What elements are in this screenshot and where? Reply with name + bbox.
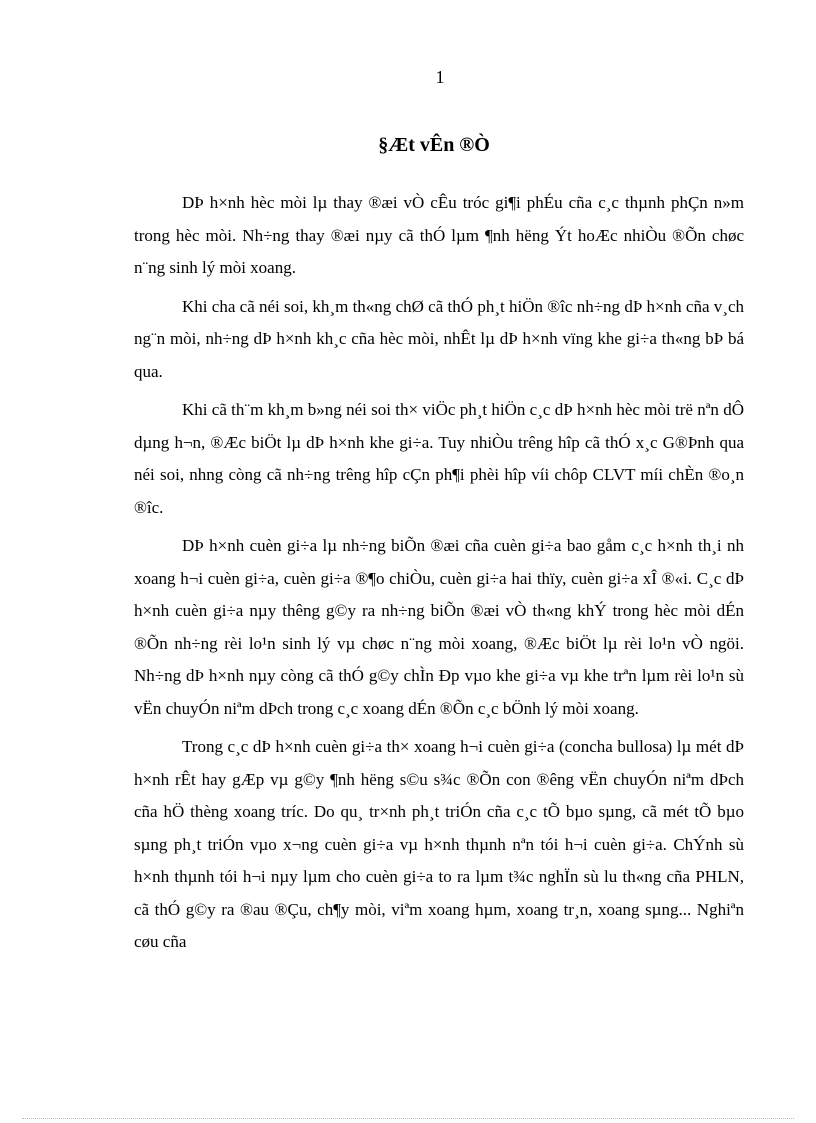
paragraph: Khi cha cã néi soi, kh¸m th«ng chØ cã thÓ ph¸t hiÖn ®îc nh÷ng dÞ h×nh cña v¸ch ng¨n mòi, nh÷ng dÞ h×nh kh¸c cña hèc mòi, nhÊt lµ dÞ h×nh vïng khe gi÷a th«ng bÞ bá qua. bbox=[134, 296, 744, 381]
page-title: §Æt vÊn ®Ò bbox=[378, 134, 490, 156]
body-text bbox=[134, 187, 744, 959]
paragraph: DÞ h×nh cuèn gi÷a lµ nh÷ng biÕn ®æi cña cuèn gi÷a bao gåm c¸c h×nh th¸i nh xoang h¬i cuèn gi÷a, cuèn gi÷a ®¶o chiÒu, cuèn gi÷a hai thïy, cuèn gi÷a xÎ ®«i. C¸c dÞ h×nh cuèn gi÷a nµy thêng g©y ra nh÷ng biÕn ®æi vÒ th«ng khÝ trong hèc mòi dÉn ®Õn nh÷ng rèi lo¹n sinh lý vµ chøc n¨ng mòi xoang, ®Æc biÖt lµ rèi lo¹n vÒ ngöi. Nh÷ng dÞ h×nh nµy còng cã thÓ g©y chÌn Ðp vµo khe gi÷a vµ khe trªn lµm rèi lo¹n sù vËn chuyÓn niªm dÞch trong c¸c xoang dÉn ®Õn c¸c bÖnh lý mòi xoang. bbox=[134, 536, 744, 718]
paragraph: Khi cã th¨m kh¸m b»ng néi soi th× viÖc ph¸t hiÖn c¸c dÞ h×nh hèc mòi trë nªn dÔ dµng h¬n, ®Æc biÖt lµ dÞ h×nh khe gi÷a. Tuy nhiÒu trêng hîp cã thÓ x¸c G®Þnh qua néi soi, nhng còng cã nh÷ng trêng hîp cÇn ph¶i phèi hîp víi chôp CLVT míi chÈn ®o¸n ®îc. bbox=[134, 400, 744, 517]
paragraph: DÞ h×nh hèc mòi lµ thay ®æi vÒ cÊu tróc gi¶i phÉu cña c¸c thµnh phÇn n»m trong hèc mòi. Nh÷ng thay ®æi nµy cã thÓ lµm ¶nh hëng Ýt hoÆc nhiÒu ®Õn chøc n¨ng sinh lý mòi xoang. bbox=[134, 193, 744, 277]
page-bottom-divider bbox=[22, 1118, 794, 1119]
paragraph: Trong c¸c dÞ h×nh cuèn gi÷a th× xoang h¬i cuèn gi÷a (concha bullosa) lµ mét dÞ h×nh rÊt hay gÆp vµ g©y ¶nh hëng s©u s¾c ®Õn con ®êng vËn chuyÓn niªm dÞch cña hÖ thèng xoang tríc. Do qu¸ tr×nh ph¸t triÓn cña c¸c tÕ bµo sµng, cã mét tÕ bµo sµng ph¸t triÓn vµo x¬ng cuèn gi÷a vµ h×nh thµnh nªn tói h¬i cuèn gi÷a. ChÝnh sù h×nh thµnh tói h¬i nµy lµm cho cuèn gi÷a to ra lµm t¾c nghÏn sù lu th«ng cña PHLN, cã thÓ g©y ra ®au ®Çu, ch¶y mòi, viªm xoang hµm, xoang tr¸n, xoang sµng... Nghiªn cøu cña bbox=[134, 737, 744, 951]
page-number: 1 bbox=[435, 67, 445, 87]
